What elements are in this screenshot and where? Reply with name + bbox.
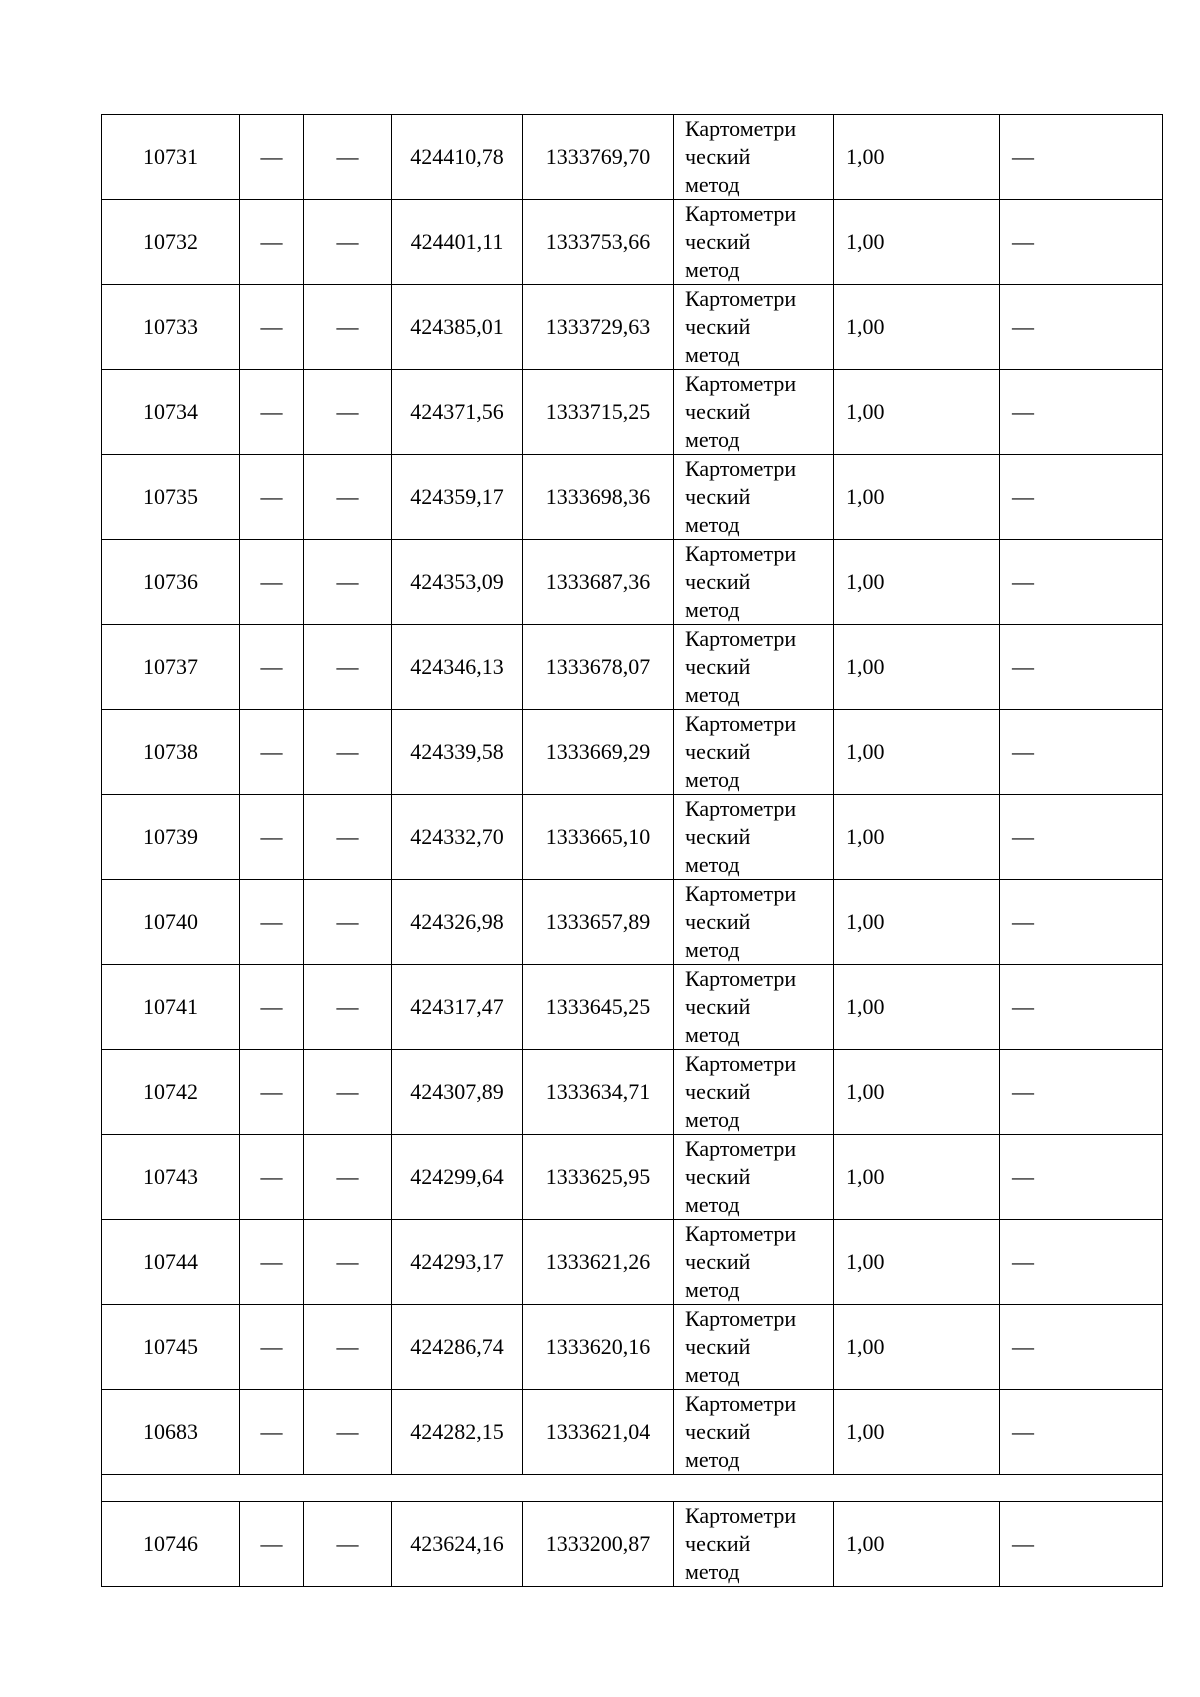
coordinate-y: 1333729,63 bbox=[523, 285, 674, 370]
point-number: 10734 bbox=[102, 370, 240, 455]
coordinate-x: 424401,11 bbox=[392, 200, 523, 285]
note-cell: — bbox=[1000, 285, 1163, 370]
coordinate-y: 1333621,04 bbox=[523, 1390, 674, 1475]
method-cell bbox=[674, 370, 834, 455]
dash-cell: — bbox=[240, 455, 304, 540]
method-line-2: ческий bbox=[685, 1164, 751, 1189]
method-line-1: Картометри bbox=[685, 456, 797, 481]
note-cell: — bbox=[1000, 1502, 1163, 1587]
dash-cell: — bbox=[240, 880, 304, 965]
point-number: 10733 bbox=[102, 285, 240, 370]
dash-cell: — bbox=[240, 965, 304, 1050]
dash-cell: — bbox=[304, 1305, 392, 1390]
note-cell: — bbox=[1000, 115, 1163, 200]
note-cell: — bbox=[1000, 1135, 1163, 1220]
point-number: 10735 bbox=[102, 455, 240, 540]
method-line-1: Картометри bbox=[685, 116, 797, 141]
dash-cell: — bbox=[240, 1220, 304, 1305]
method-line-1: Картометри bbox=[685, 286, 797, 311]
note-cell: — bbox=[1000, 880, 1163, 965]
method-line-3: метод bbox=[685, 427, 740, 452]
dash-cell: — bbox=[240, 1305, 304, 1390]
method-line-2: ческий bbox=[685, 399, 751, 424]
coordinate-y: 1333769,70 bbox=[523, 115, 674, 200]
method-line-3: метод bbox=[685, 1447, 740, 1472]
dash-cell: — bbox=[304, 285, 392, 370]
accuracy-value: 1,00 bbox=[834, 1135, 1000, 1220]
method-line-1: Картометри bbox=[685, 1051, 797, 1076]
table-row bbox=[102, 540, 1163, 625]
dash-cell: — bbox=[304, 1390, 392, 1475]
method-line-2: ческий bbox=[685, 314, 751, 339]
method-line-3: метод bbox=[685, 172, 740, 197]
method-cell bbox=[674, 1220, 834, 1305]
dash-cell: — bbox=[240, 1135, 304, 1220]
coordinate-y: 1333678,07 bbox=[523, 625, 674, 710]
note-cell: — bbox=[1000, 1050, 1163, 1135]
table-row bbox=[102, 965, 1163, 1050]
method-line-3: метод bbox=[685, 1022, 740, 1047]
accuracy-value: 1,00 bbox=[834, 1502, 1000, 1587]
coordinate-y: 1333200,87 bbox=[523, 1502, 674, 1587]
accuracy-value: 1,00 bbox=[834, 1220, 1000, 1305]
table-row bbox=[102, 455, 1163, 540]
method-cell bbox=[674, 1135, 834, 1220]
dash-cell: — bbox=[304, 115, 392, 200]
method-cell bbox=[674, 1305, 834, 1390]
method-cell bbox=[674, 1390, 834, 1475]
dash-cell: — bbox=[240, 710, 304, 795]
accuracy-value: 1,00 bbox=[834, 965, 1000, 1050]
dash-cell: — bbox=[240, 1390, 304, 1475]
dash-cell: — bbox=[304, 795, 392, 880]
table-gap bbox=[102, 1475, 1163, 1502]
dash-cell: — bbox=[240, 795, 304, 880]
method-line-3: метод bbox=[685, 852, 740, 877]
table-row bbox=[102, 370, 1163, 455]
method-line-3: метод bbox=[685, 1559, 740, 1584]
point-number: 10736 bbox=[102, 540, 240, 625]
method-line-3: метод bbox=[685, 767, 740, 792]
method-cell bbox=[674, 795, 834, 880]
coordinate-y: 1333698,36 bbox=[523, 455, 674, 540]
coordinate-y: 1333753,66 bbox=[523, 200, 674, 285]
coordinate-x: 424346,13 bbox=[392, 625, 523, 710]
method-line-2: ческий bbox=[685, 1334, 751, 1359]
coordinate-x: 424299,64 bbox=[392, 1135, 523, 1220]
dash-cell: — bbox=[304, 710, 392, 795]
coordinate-y: 1333665,10 bbox=[523, 795, 674, 880]
table-body-continued bbox=[102, 1502, 1163, 1587]
coordinate-x: 424307,89 bbox=[392, 1050, 523, 1135]
table-row bbox=[102, 1220, 1163, 1305]
accuracy-value: 1,00 bbox=[834, 200, 1000, 285]
table-row bbox=[102, 1502, 1163, 1587]
coordinate-x: 424282,15 bbox=[392, 1390, 523, 1475]
point-number: 10745 bbox=[102, 1305, 240, 1390]
coordinate-y: 1333687,36 bbox=[523, 540, 674, 625]
coordinate-x: 424359,17 bbox=[392, 455, 523, 540]
accuracy-value: 1,00 bbox=[834, 880, 1000, 965]
table-row bbox=[102, 1305, 1163, 1390]
dash-cell: — bbox=[304, 455, 392, 540]
note-cell: — bbox=[1000, 370, 1163, 455]
coordinate-x: 424410,78 bbox=[392, 115, 523, 200]
method-cell bbox=[674, 965, 834, 1050]
method-line-1: Картометри bbox=[685, 966, 797, 991]
method-line-2: ческий bbox=[685, 994, 751, 1019]
method-line-1: Картометри bbox=[685, 1503, 797, 1528]
point-number: 10740 bbox=[102, 880, 240, 965]
coordinates-table-sheet bbox=[101, 114, 1162, 1587]
accuracy-value: 1,00 bbox=[834, 625, 1000, 710]
method-line-2: ческий bbox=[685, 229, 751, 254]
method-line-2: ческий bbox=[685, 739, 751, 764]
gap-row bbox=[102, 1475, 1163, 1502]
method-line-1: Картометри bbox=[685, 1391, 797, 1416]
method-line-2: ческий bbox=[685, 144, 751, 169]
point-number: 10732 bbox=[102, 200, 240, 285]
note-cell: — bbox=[1000, 965, 1163, 1050]
dash-cell: — bbox=[304, 1502, 392, 1587]
dash-cell: — bbox=[240, 625, 304, 710]
method-line-2: ческий bbox=[685, 569, 751, 594]
method-line-1: Картометри bbox=[685, 626, 797, 651]
method-line-3: метод bbox=[685, 937, 740, 962]
method-line-2: ческий bbox=[685, 654, 751, 679]
coordinate-x: 424326,98 bbox=[392, 880, 523, 965]
note-cell: — bbox=[1000, 455, 1163, 540]
coordinate-x: 424286,74 bbox=[392, 1305, 523, 1390]
method-line-2: ческий bbox=[685, 1249, 751, 1274]
method-line-2: ческий bbox=[685, 484, 751, 509]
dash-cell: — bbox=[304, 540, 392, 625]
method-line-3: метод bbox=[685, 257, 740, 282]
table-row bbox=[102, 1050, 1163, 1135]
note-cell: — bbox=[1000, 1220, 1163, 1305]
coordinate-y: 1333621,26 bbox=[523, 1220, 674, 1305]
method-line-1: Картометри bbox=[685, 881, 797, 906]
dash-cell: — bbox=[304, 1220, 392, 1305]
method-line-1: Картометри bbox=[685, 796, 797, 821]
coordinate-y: 1333715,25 bbox=[523, 370, 674, 455]
point-number: 10746 bbox=[102, 1502, 240, 1587]
note-cell: — bbox=[1000, 710, 1163, 795]
method-line-1: Картометри bbox=[685, 371, 797, 396]
method-line-2: ческий bbox=[685, 909, 751, 934]
accuracy-value: 1,00 bbox=[834, 795, 1000, 880]
accuracy-value: 1,00 bbox=[834, 1305, 1000, 1390]
table-body bbox=[102, 115, 1163, 1475]
dash-cell: — bbox=[304, 200, 392, 285]
accuracy-value: 1,00 bbox=[834, 115, 1000, 200]
dash-cell: — bbox=[304, 880, 392, 965]
accuracy-value: 1,00 bbox=[834, 540, 1000, 625]
coordinate-y: 1333625,95 bbox=[523, 1135, 674, 1220]
dash-cell: — bbox=[304, 625, 392, 710]
method-line-1: Картометри bbox=[685, 201, 797, 226]
method-line-3: метод bbox=[685, 1277, 740, 1302]
coordinate-x: 424385,01 bbox=[392, 285, 523, 370]
table-row bbox=[102, 1390, 1163, 1475]
method-line-3: метод bbox=[685, 682, 740, 707]
method-cell bbox=[674, 540, 834, 625]
coordinate-x: 423624,16 bbox=[392, 1502, 523, 1587]
method-line-1: Картометри bbox=[685, 1306, 797, 1331]
method-line-2: ческий bbox=[685, 1419, 751, 1444]
accuracy-value: 1,00 bbox=[834, 1050, 1000, 1135]
coordinate-x: 424339,58 bbox=[392, 710, 523, 795]
method-cell bbox=[674, 285, 834, 370]
coordinate-x: 424371,56 bbox=[392, 370, 523, 455]
table-row bbox=[102, 880, 1163, 965]
table-row bbox=[102, 710, 1163, 795]
method-line-2: ческий bbox=[685, 824, 751, 849]
point-number: 10741 bbox=[102, 965, 240, 1050]
method-line-3: метод bbox=[685, 342, 740, 367]
method-line-3: метод bbox=[685, 512, 740, 537]
note-cell: — bbox=[1000, 1390, 1163, 1475]
table-row bbox=[102, 1135, 1163, 1220]
method-cell bbox=[674, 710, 834, 795]
dash-cell: — bbox=[304, 1135, 392, 1220]
coordinate-y: 1333634,71 bbox=[523, 1050, 674, 1135]
dash-cell: — bbox=[304, 1050, 392, 1135]
coordinate-y: 1333669,29 bbox=[523, 710, 674, 795]
method-line-3: метод bbox=[685, 597, 740, 622]
method-line-1: Картометри bbox=[685, 711, 797, 736]
point-number: 10731 bbox=[102, 115, 240, 200]
method-line-2: ческий bbox=[685, 1079, 751, 1104]
dash-cell: — bbox=[240, 200, 304, 285]
coordinate-y: 1333657,89 bbox=[523, 880, 674, 965]
coordinate-x: 424353,09 bbox=[392, 540, 523, 625]
dash-cell: — bbox=[304, 370, 392, 455]
coordinate-y: 1333620,16 bbox=[523, 1305, 674, 1390]
dash-cell: — bbox=[240, 540, 304, 625]
dash-cell: — bbox=[240, 1050, 304, 1135]
note-cell: — bbox=[1000, 795, 1163, 880]
method-line-1: Картометри bbox=[685, 1136, 797, 1161]
note-cell: — bbox=[1000, 625, 1163, 710]
accuracy-value: 1,00 bbox=[834, 370, 1000, 455]
accuracy-value: 1,00 bbox=[834, 710, 1000, 795]
note-cell: — bbox=[1000, 1305, 1163, 1390]
table-row bbox=[102, 115, 1163, 200]
point-number: 10683 bbox=[102, 1390, 240, 1475]
method-line-3: метод bbox=[685, 1192, 740, 1217]
point-number: 10738 bbox=[102, 710, 240, 795]
point-number: 10739 bbox=[102, 795, 240, 880]
method-cell bbox=[674, 115, 834, 200]
coordinate-x: 424317,47 bbox=[392, 965, 523, 1050]
table-row bbox=[102, 795, 1163, 880]
method-cell bbox=[674, 625, 834, 710]
accuracy-value: 1,00 bbox=[834, 1390, 1000, 1475]
method-line-1: Картометри bbox=[685, 541, 797, 566]
table-row bbox=[102, 200, 1163, 285]
method-line-3: метод bbox=[685, 1362, 740, 1387]
coordinate-x: 424293,17 bbox=[392, 1220, 523, 1305]
accuracy-value: 1,00 bbox=[834, 455, 1000, 540]
method-line-1: Картометри bbox=[685, 1221, 797, 1246]
method-cell bbox=[674, 1050, 834, 1135]
point-number: 10744 bbox=[102, 1220, 240, 1305]
point-number: 10742 bbox=[102, 1050, 240, 1135]
method-line-3: метод bbox=[685, 1107, 740, 1132]
method-cell bbox=[674, 200, 834, 285]
point-number: 10737 bbox=[102, 625, 240, 710]
accuracy-value: 1,00 bbox=[834, 285, 1000, 370]
dash-cell: — bbox=[304, 965, 392, 1050]
note-cell: — bbox=[1000, 540, 1163, 625]
coordinate-x: 424332,70 bbox=[392, 795, 523, 880]
dash-cell: — bbox=[240, 115, 304, 200]
method-cell bbox=[674, 1502, 834, 1587]
table-row bbox=[102, 625, 1163, 710]
dash-cell: — bbox=[240, 1502, 304, 1587]
coordinate-y: 1333645,25 bbox=[523, 965, 674, 1050]
point-number: 10743 bbox=[102, 1135, 240, 1220]
dash-cell: — bbox=[240, 285, 304, 370]
dash-cell: — bbox=[240, 370, 304, 455]
method-cell bbox=[674, 880, 834, 965]
coordinates-table bbox=[101, 114, 1163, 1587]
method-cell bbox=[674, 455, 834, 540]
table-row bbox=[102, 285, 1163, 370]
method-line-2: ческий bbox=[685, 1531, 751, 1556]
note-cell: — bbox=[1000, 200, 1163, 285]
